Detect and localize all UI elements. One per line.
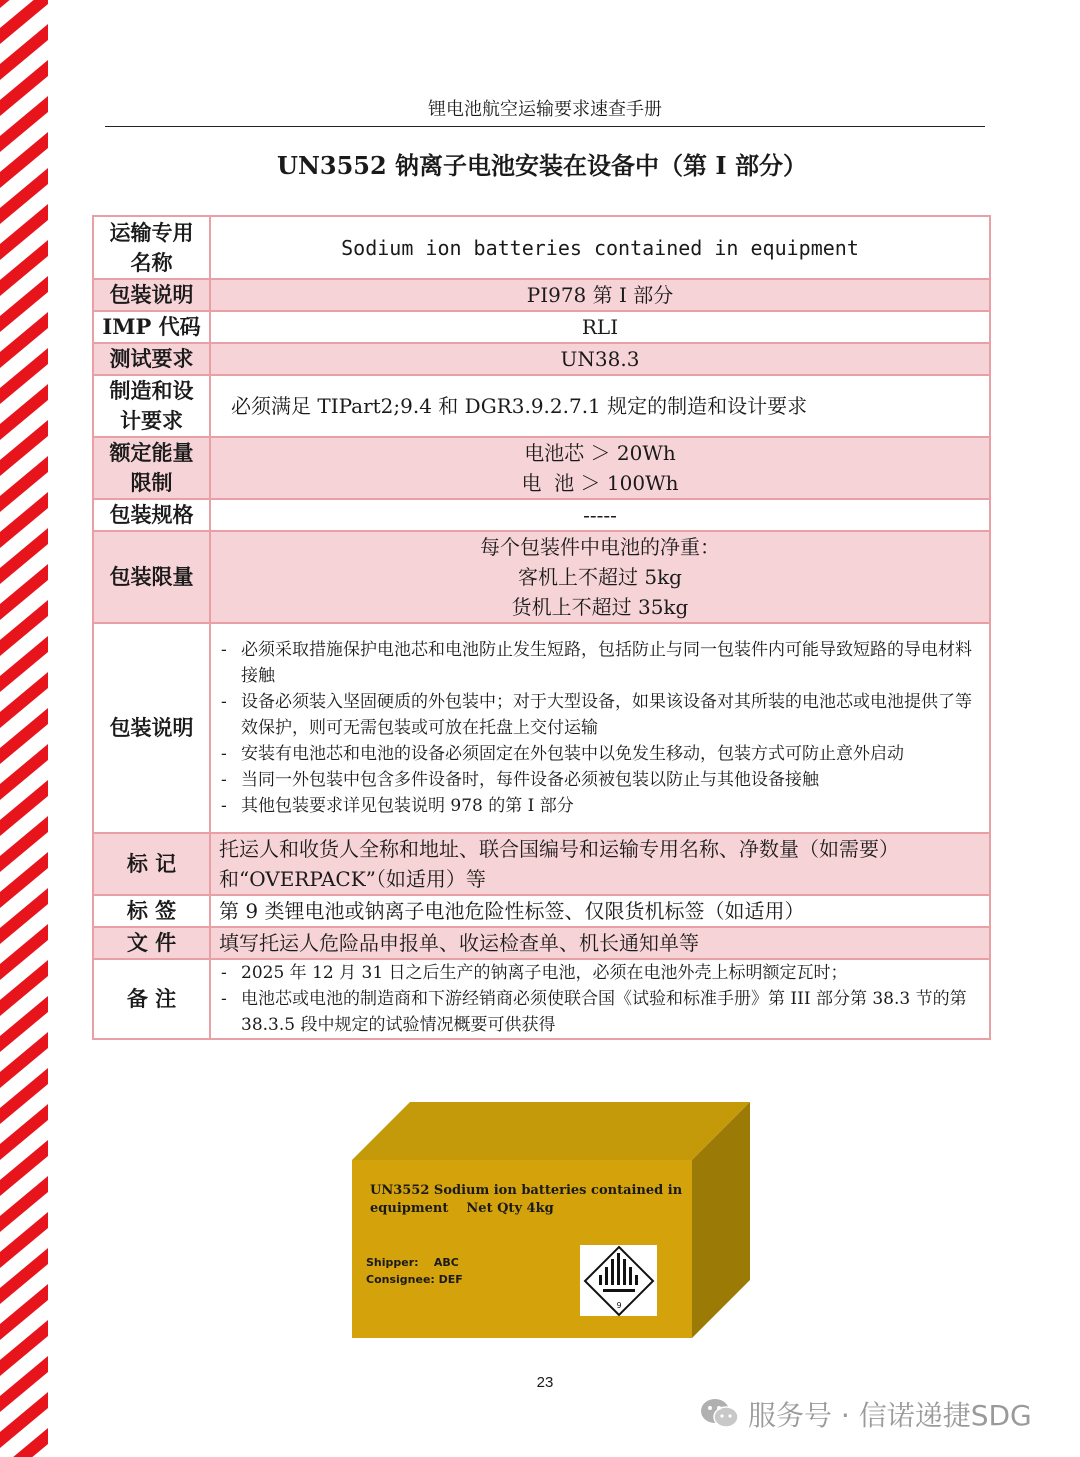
row-key-design: [93, 375, 210, 437]
consignee-text: Consignee: DEF: [366, 1273, 463, 1286]
row-key-pi: 包装说明: [93, 279, 210, 311]
package-box: [352, 1102, 752, 1338]
row-key-marking: 标 记: [93, 833, 210, 895]
watermark-text: 服务号 · 信诺递捷SDG: [748, 1399, 1032, 1432]
remarks-list: [211, 960, 989, 1038]
list-item: - 电池芯或电池的制造商和下游经销商必须使联合国《试验和标准手册》第 III 部分第 38.3 节的第 38.3.5 段中规定的试验情况概要可供获得: [221, 986, 981, 1038]
row-key-remarks: 备 注: [93, 959, 210, 1039]
list-item: - 必须采取措施保护电池芯和电池防止发生短路，包括防止与同一包装件内可能导致短路的导电材料接触: [221, 637, 981, 689]
list-item: - 其他包装要求详见包装说明 978 的第 I 部分: [221, 793, 981, 819]
row-value-instructions: [210, 623, 990, 833]
table-row: [93, 833, 990, 895]
table-row: [93, 927, 990, 959]
row-key-imp: IMP 代码: [93, 311, 210, 343]
energy-battery-limit: 电 池 ＞ 100Wh: [521, 471, 679, 495]
row-value-spec: -----: [210, 499, 990, 531]
row-value-label: 第 9 类锂电池或钠离子电池危险性标签、仅限货机标签（如适用）: [210, 895, 990, 927]
row-value-limit: [210, 531, 990, 623]
shipper-text: Shipper: ABC: [366, 1256, 459, 1269]
row-value-energy: [210, 437, 990, 499]
row-key-text: 运输专用名称: [109, 219, 194, 275]
row-key-text: 制造和设计要求: [109, 378, 194, 433]
limit-line: 客机上不超过 5kg: [517, 565, 682, 589]
box-marking-line: equipment Net Qty 4kg: [370, 1201, 554, 1216]
table-row: [93, 437, 990, 499]
watermark: [700, 1392, 1032, 1436]
table-row: [93, 499, 990, 531]
row-key-instructions: 包装说明: [93, 623, 210, 833]
row-value-marking: 托运人和收货人全称和地址、联合国编号和运输专用名称、净数量（如需要）和“OVERPACK”（如适用）等: [210, 833, 990, 895]
row-value-pi: PI978 第 I 部分: [210, 279, 990, 311]
box-address-text: [366, 1254, 463, 1288]
page-header: 锂电池航空运输要求速查手册: [105, 96, 985, 127]
hazard-class-number: 9: [616, 1301, 622, 1310]
row-value-design: 必须满足 TIPart2;9.4 和 DGR3.9.2.7.1 规定的制造和设计要求: [210, 375, 990, 437]
table-row: [93, 895, 990, 927]
row-value-remarks: [210, 959, 990, 1039]
row-key-limit: 包装限量: [93, 531, 210, 623]
list-item: - 当同一外包装中包含多件设备时，每件设备必须被包装以防止与其他设备接触: [221, 767, 981, 793]
box-marking-line: UN3552 Sodium ion batteries contained in: [370, 1183, 683, 1198]
page-title: UN3552 钠离子电池安装在设备中（第 I 部分）: [277, 151, 807, 180]
hazard-stripe-border: [0, 0, 48, 1457]
limit-line: 每个包装件中电池的净重：: [480, 535, 720, 559]
table-row: [93, 216, 990, 279]
row-value-docs: 填写托运人危险品申报单、收运检查单、机长通知单等: [210, 927, 990, 959]
row-key-text: 额定能量限制: [109, 440, 194, 495]
row-key-label: 标 签: [93, 895, 210, 927]
table-row: [93, 623, 990, 833]
row-key-psn: [93, 216, 210, 279]
row-value-psn: Sodium ion batteries contained in equipment: [210, 216, 990, 279]
box-marking-text: [370, 1182, 682, 1218]
limit-line: 货机上不超过 35kg: [511, 595, 689, 619]
wechat-icon: [700, 1397, 740, 1431]
table-row: [93, 959, 990, 1039]
table-row: [93, 375, 990, 437]
energy-cell-limit: 电池芯 ＞ 20Wh: [524, 441, 676, 465]
row-key-test: 测试要求: [93, 343, 210, 375]
list-item: - 2025 年 12 月 31 日之后生产的钠离子电池，必须在电池外壳上标明额定瓦时；: [221, 960, 981, 986]
box-top-face: [352, 1102, 750, 1160]
page-number: 23: [536, 1374, 554, 1391]
row-key-energy: [93, 437, 210, 499]
table-row: [93, 311, 990, 343]
package-illustration: [352, 1102, 752, 1338]
list-item: - 设备必须装入坚固硬质的外包装中；对于大型设备，如果该设备对其所装的电池芯或电池提供了等效保护，则可无需包装或可放在托盘上交付运输: [221, 689, 981, 741]
row-key-spec: 包装规格: [93, 499, 210, 531]
list-item: - 安装有电池芯和电池的设备必须固定在外包装中以免发生移动，包装方式可防止意外启动: [221, 741, 981, 767]
instruction-list: [211, 637, 989, 819]
table-row: [93, 279, 990, 311]
row-key-docs: 文 件: [93, 927, 210, 959]
table-row: [93, 531, 990, 623]
table-row: [93, 343, 990, 375]
row-value-test: UN38.3: [210, 343, 990, 375]
requirements-table: [92, 215, 991, 1040]
row-value-imp: RLI: [210, 311, 990, 343]
